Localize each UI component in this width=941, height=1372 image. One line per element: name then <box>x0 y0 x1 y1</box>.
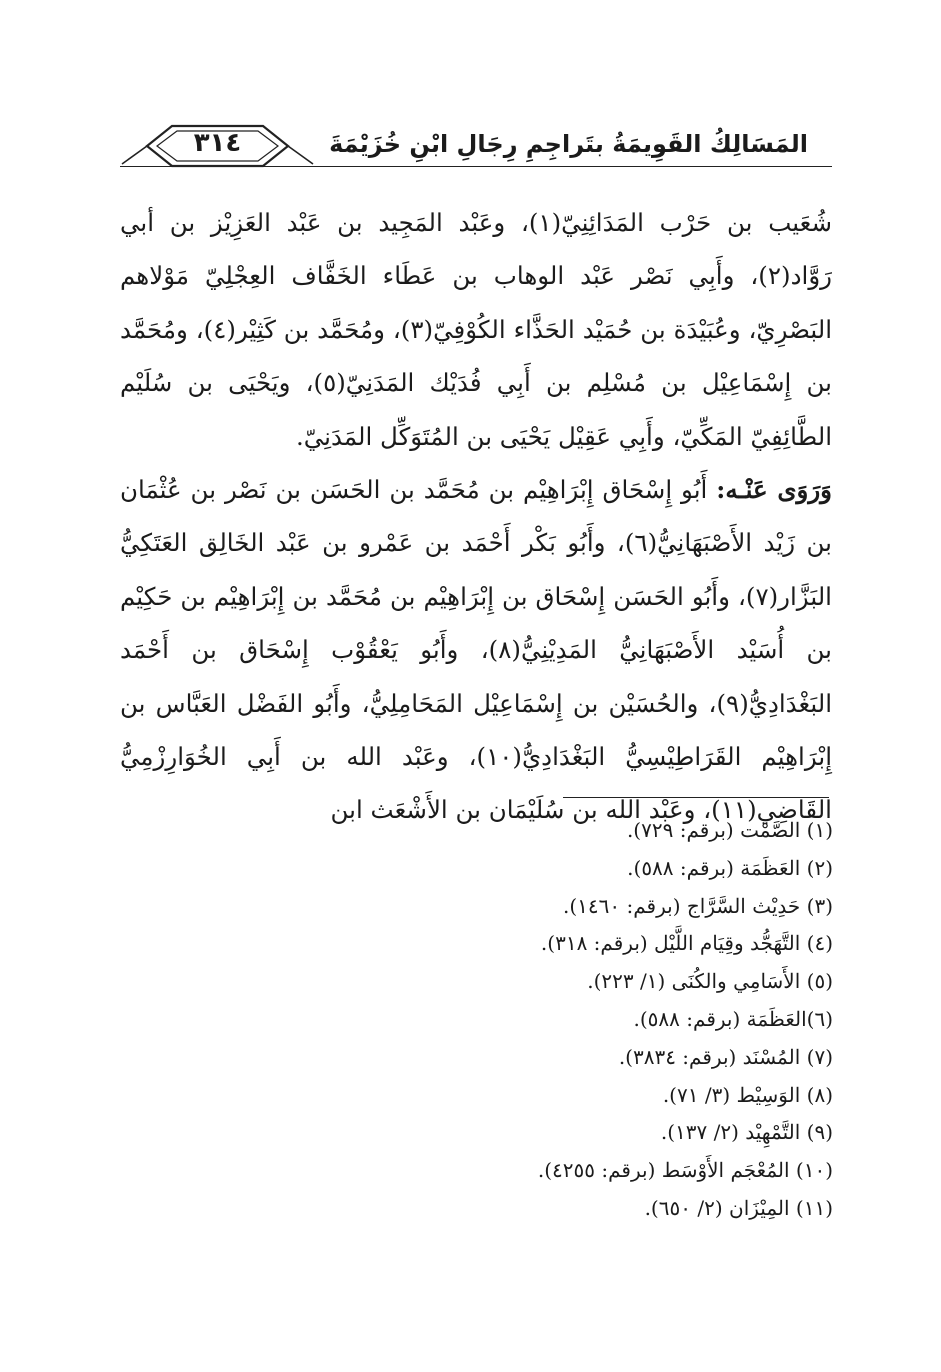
students-list: أَبُو إِسْحَاق إِبْرَاهِيْم بن مُحَمَّد بن الحَسَن بن نَصْر بن عُثْمَان بن زَيْد الأَصْبَهَانِيُّ(٦)، وأَبُو بَكْر أَحْمَد بن عَمْرو بن عَبْد الخَالِق العَتَكِيُّ البَزَّار(٧)، وأَبُو الحَسَن إِسْحَاق بن إِبْرَاهِيْم بن مُحَمَّد بن إِبْرَاهِيْم بن حَكِيْم بن أُسَيْد الأَصْبَهَانِيُّ المَدِيْنِيُّ(٨)، وأَبُو يَعْقُوْب إِسْحَاق بن أَحْمَد البَغْدَادِيُّ(٩)، والحُسَيْن بن إِسْمَاعِيْل المَحَامِلِيُّ، وأَبُو الفَضْل العَبَّاس بن إِبْرَاهِيْم القَرَاطِيْسِيُّ البَغْدَادِيُّ(١٠)، وعَبْد الله بن أَبِي الخُوَارِزْمِيُّ القَاضِي(١١)، وعَبْد الله بن سُلَيْمَان بن الأَشْعَث ابن <box>120 475 832 825</box>
footnote-item: (٤) التَّهَجُّد وقِيَام اللَّيْل (برقم: ٣١٨). <box>540 931 833 956</box>
header-rule <box>120 166 832 167</box>
narrated-from-him-lead: وَرَوَى عَنْـه: <box>716 475 832 505</box>
footnote-item: (٣) حَدِيْث السَّرَّاج (برقم: ١٤٦٠). <box>562 893 833 918</box>
running-header-title: المَسَالِكُ القَوِيمَةُ بتَراجِمِ رِجَالِ ابْنِ خُزَيْمَةَ <box>329 130 808 158</box>
main-text <box>120 196 832 837</box>
footnote-item: (٦)العَظَمَة (برقم: ٥٨٨). <box>633 1006 833 1031</box>
paragraph-teachers: شُعَيب بن حَرْب المَدَائِنِيّ(١)، وعَبْد المَجِيد بن عَبْد العَزِيْز بن أبي رَوَّاد(٢)، وأَبِي نَصْر عَبْد الوهاب بن عَطَاء الخَفَّاف العِجْلِيّ مَوْلاهم البَصْرِيّ، وعُبَيْدَة بن حُمَيْد الحَذَّاء الكُوْفِيّ(٣)، ومُحَمَّد بن كَثِيْر(٤)، ومُحَمَّد بن إِسْمَاعِيْل بن مُسْلِم بن أَبِي فُدَيْك المَدَنِيّ(٥)، ويَحْيَى بن سُلَيْم الطَّائِفِيّ المَكِّيّ، وأَبِي عَقِيْل يَحْيَى بن المُتَوَكِّل المَدَنِيّ. <box>120 208 832 451</box>
footnotes-list <box>133 812 833 1228</box>
footnote-separator <box>563 797 829 798</box>
footnote-item: (١١) المِيْزَان (٢/ ٦٥٠). <box>644 1195 833 1220</box>
footnote-item: (٨) الوَسِيْط (٣/ ٧١). <box>662 1082 833 1107</box>
page-number: ٣١٤ <box>193 128 242 158</box>
footnote-item: (٧) المُسْنَد (برقم: ٣٨٣٤). <box>618 1044 833 1069</box>
footnote-item: (٩) التَّمْهِيْد (٢/ ١٣٧). <box>660 1120 833 1145</box>
footnote-item: (١٠) المُعْجَم الأَوْسَط (برقم: ٤٢٥٥). <box>537 1158 833 1183</box>
paragraph-students <box>120 463 832 837</box>
footnote-item: (٢) العَظَمَة (برقم: ٥٨٨). <box>627 855 833 880</box>
footnote-item: (٥) الأَسَامِي والكُنَى (١/ ٢٢٣). <box>587 969 833 994</box>
footnote-item: (١) الصَّمْت (برقم: ٧٢٩). <box>626 818 833 842</box>
